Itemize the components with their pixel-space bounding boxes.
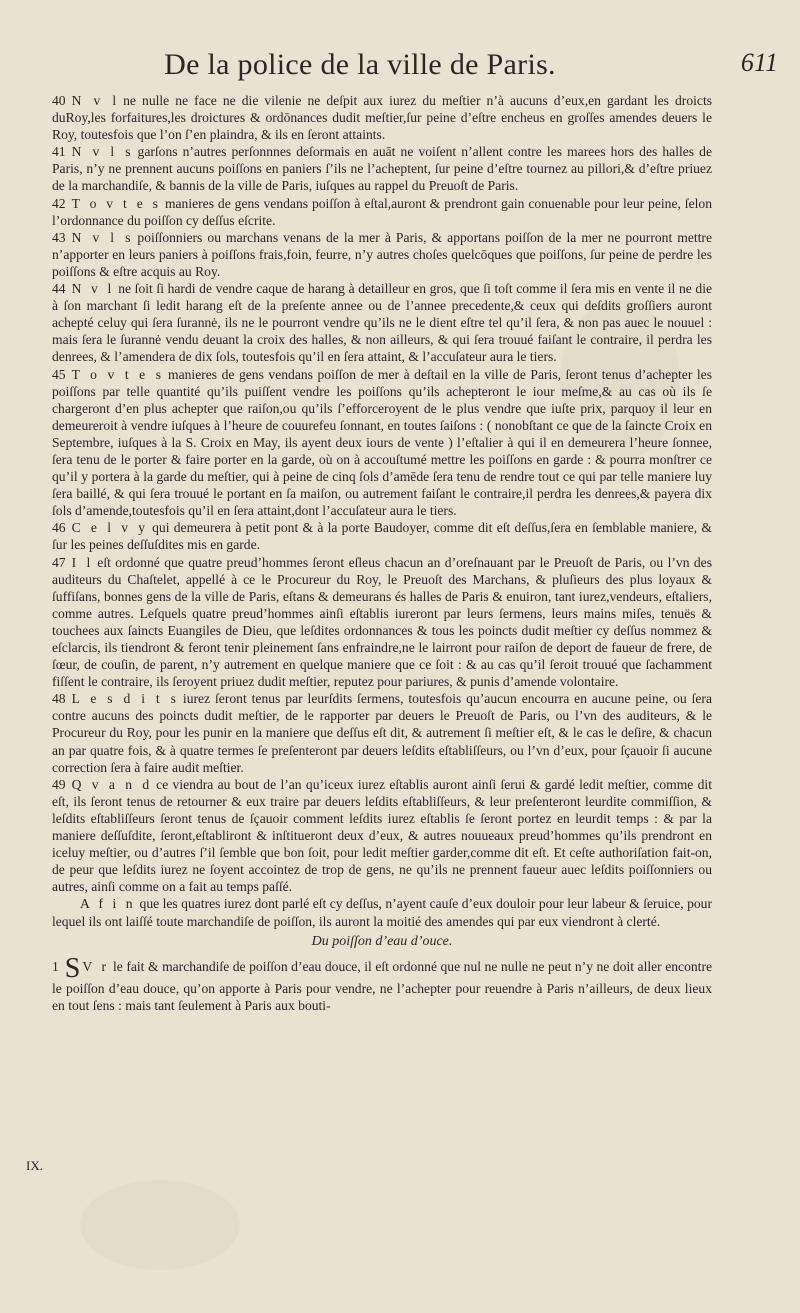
article-lead: T o v t e s <box>71 195 161 211</box>
article-lead: N v l s <box>71 144 134 160</box>
article-number: 45 <box>52 366 66 382</box>
article-lead: N v l s <box>71 229 134 245</box>
margin-note: IX. <box>26 1158 43 1173</box>
article-49 <box>52 776 712 896</box>
article-text: poiſſonniers ou marchans venans de la mer à Paris, & apportans poiſſon de la mer ne pourront mettre n’apporter en leurs paniers à poiſſons frais,foin, feurre, n’y autres choſes quelcōques que poiſſons, ſur peine de perdre les poiſſons & eſtre acquis au Roy. <box>52 229 712 279</box>
page-number: 611 <box>740 48 778 77</box>
drop-cap: S <box>64 952 81 984</box>
article-lead: N v l <box>71 281 115 297</box>
article-text: eſt ordonné que quatre preud’hommes ſeront eſleus chacun an d’oreſnauant par le Preuoſt de Paris, ou l’vn des auditeurs du Chaſtelet, appellé à ce le Procureur du Roy, le Preuoſt des Marchans, & pluſieurs des plus loyaux & ſuffiſans, bonnes gens de la ville de Paris, eſtans & demeurans és halles de Paris & enuiron, tant iurez,vendeurs, eſtaliers, comme autres. Leſquels quatre preud’hommes ainſi eſtablis iureront par leurs ſermens, leurs mains miſes, tenuës & touchees aux ſaincts Euangiles de Dieu, que leſdites ordonnances & tous les poincts dudit meſtier cy deſſus nommez & eſclarcis, ils tiendront & feront tenir pleinement ſans enfraindre,ne le lairront pour raiſon de deport de faueur de frere, de ſœur, de couſin, de parent, n’y autrement en quelque maniere que ce ſoit : & au cas qu’il ſeroit trouué que ſachamment fiſſent le contraire, ils ſeroyent priuez dudit meſtier, reputez pour pariures, & punis d’amende volontaire. <box>52 554 713 690</box>
article-text: garſons n’autres perſonnnes deſormais en auāt ne voiſent n’allent contre les marees hors des halles de Paris, n’y ne prennent aucuns poiſſons en paniers ſ’ils ne l’acheptent, ſur peine d’eſtre tournez au pillori,& d’eſtre priuez de la marchandiſe, & bannis de la ville de Paris, iuſques au rappel du Preuoſt de Paris. <box>52 144 712 194</box>
article-47 <box>52 554 712 691</box>
section-lead: V r <box>82 958 109 974</box>
article-40 <box>52 92 712 143</box>
article-number: 42 <box>52 195 66 211</box>
article-text: ne ſoit ſi hardi de vendre caque de harang à detailleur en gros, que ſi toſt comme il ſera mis en vente il ne die à ſon marchant ſi ledit harang eſt de la preſente annee ou de l’annee precedente,& ceux qui deſdits groſſiers auront achepté celuy qui ſera ſurannė, ils ne le pourront vendre qu’ils ne le dient eſtre tel qu’il ſera, & non pas auec le nouuel : mais ſera le ſurannė vendu deuant la croix des halles, & non ailleurs, & qui ſera trouué faiſant le contraire, il perdra les denrees, & l’amendera de dix ſols, toutesfois qu’il en ſera attaint, & l’accuſateur aura le tiers. <box>52 281 713 365</box>
article-lead: C e l v y <box>71 520 149 536</box>
article-41 <box>52 143 712 194</box>
article-text: manieres de gens vendans poiſſon de mer à deſtail en la ville de Paris, ſeront tenus d’achepter les poiſſons par telle quantité qu’ils puiſſent vendre les poiſſons qu’ils achepteront le iour meſme,& au cas où ils ſe chargeront d’en plus achepter que raiſon,ou qu’ils ſ’efforceroyent de le plus vendre que iuſte prix, parquoy il leur en demeureroit à vendre iuſques à l’heure de couurefeu ſonnant, en toutes ſaiſons : ( nonobſtant ce que de la ſaincte Croix en Septembre, iuſques à la S. Croix en May, ils ayent deux iours de vente ) l’eſtalier à qui il en demeurera l’heure ſonnee, ſera tenu de le porter & faire porter en la garde, où on à accouſtumé mettre les poiſſons en garde : & pourra monſtrer ce qu’il y portera à la garde du meſtier, qui à peine de cinq ſols d’amēde ſera tenu de rendre tout ce qui par telle maniere luy ſera baillé, & qui ſera trouué le portant en ſa maiſon, ou autrement faiſant le contraire,il perdra les denrees,& payera dix ſols d’amende,toutesfois qu’il en ſera attaint,dont l’accuſateur aura le tiers. <box>52 366 712 519</box>
article-text: ce viendra au bout de l’an qu’iceux iurez eſtablis auront ainſi ſerui & gardé ledit meſtier, comme dit eſt, ils ſeront tenus de retourner & eux traire par deuers leſdits eſtabliſſeurs, & leur preſenteront leurdite commiſſion, & leſdits eſtabliſſeurs ſeront tenus de ſçauoir comment leſdits iurez eſtablis ſe ſeront portez en leurdit temps : & par la maniere deſſuſdite, ſeront,eſtabliront & inſtitueront deux d’eux, & autres nouueaux preud’hommes qu’ils prendront en iceluy meſtier, ou d’autres ſ’il ſemble que bon ſoit, pour ledit meſtier garder,comme dit eſt. Et ceſte authoriſation fait-on, de peur que leſdits iurez ne ſoyent accointez de trop de gens, ne qu’ils ne prennent faueur auec leſdits poiſſonniers ou autres, ainſi comme on a fait au temps paſſé. <box>52 776 712 895</box>
article-text: ne nulle ne face ne die vilenie ne deſpit aux iurez du meſtier n’à aucuns d’eux,en gardant les droicts duRoy,les forfaitures,les droictures & ordōnances dudit meſtier,ſur peine d’eſtre encheus en groſſes amendes deuers le Roy, toutesfois que l’on ſ’en plaindra, & ils en ſeront attaints. <box>52 93 713 143</box>
running-title: De la police de la ville de Paris. <box>164 48 556 81</box>
article-46 <box>52 519 712 553</box>
article-number: 1 <box>52 958 59 974</box>
text-body <box>52 92 712 1014</box>
article-lead: T o v t e s <box>71 366 165 382</box>
article-text: qui demeurera à petit pont & à la porte Baudoyer, comme dit eſt deſſus,ſera en ſemblable maniere, & ſur les peines deſſuſdites mis en garde. <box>52 520 712 553</box>
article-lead: L e s d i t s <box>71 691 179 707</box>
article-number: 44 <box>52 281 66 297</box>
article-lead: N v l <box>71 93 120 108</box>
closing-lead: A f i n <box>80 896 136 912</box>
section-subtitle: Du poiſſon d’eau d’ouce. <box>311 933 453 949</box>
article-44 <box>52 280 712 365</box>
article-number: 47 <box>52 554 66 570</box>
page-header <box>0 48 800 88</box>
article-number: 49 <box>52 776 66 792</box>
article-text: iurez ſeront tenus par leurſdits ſermens, toutesfois qu’aucun encourra en aucune peine, ou ſera contre aucuns des poincts dudit meſtier, de le rapporter par deuers le Preuoſt de Paris, ou l’vn des auditeurs, & le Procureur du Roy, pour les punir en la maniere que deſſus eſt dit, & autrement ſi meſtier eſt, & le cas le deſire, & chacun an par quatre fois, & à quatre termes ſe preſenteront par deuers leſdits eſtabliſſeurs, ou l’vn d’eux, pour ſçauoir ſi aucune correction ſera à faire audit meſtier. <box>52 691 712 775</box>
article-number: 40 <box>52 93 66 108</box>
article-lead: Q v a n d <box>71 776 153 792</box>
closing-paragraph <box>52 895 712 929</box>
closing-text: que les quatres iurez dont parlé eſt cy deſſus, n’ayent cauſe d’eux douloir pour leur labeur & ſeruice, pour lequel ils ont laiſſé toute marchandiſe de poiſſon, ils auront la moitié des amendes qui par eux viendront à clerté. <box>52 896 712 929</box>
section-paragraph <box>52 952 713 1014</box>
article-45 <box>52 366 712 520</box>
article-text: manieres de gens vendans poiſſon à eſtal,auront & prendront gain conuenable pour leur peine, ſelon l’ordonnance du poiſſon cy deſſus eſcrite. <box>52 195 712 228</box>
article-number: 41 <box>52 144 66 160</box>
article-42 <box>52 195 712 229</box>
article-lead: I l <box>71 554 94 570</box>
article-43 <box>52 229 712 280</box>
article-number: 43 <box>52 229 66 245</box>
paper-stain <box>80 1180 240 1270</box>
article-number: 48 <box>52 691 66 707</box>
section-text: le fait & marchandiſe de poiſſon d’eau douce, il eſt ordonné que nul ne nulle ne peut n’y ne doit aller encontre le poiſſon d’eau douce, qu’on apporte à Paris pour vendre, ne l’achepter pour reuendre à Paris n’ailleurs, de deux lieux en tout ſens : mais tant ſeulement à Paris aux bouti- <box>52 958 713 1013</box>
article-number: 46 <box>52 520 66 536</box>
article-48 <box>52 690 712 775</box>
